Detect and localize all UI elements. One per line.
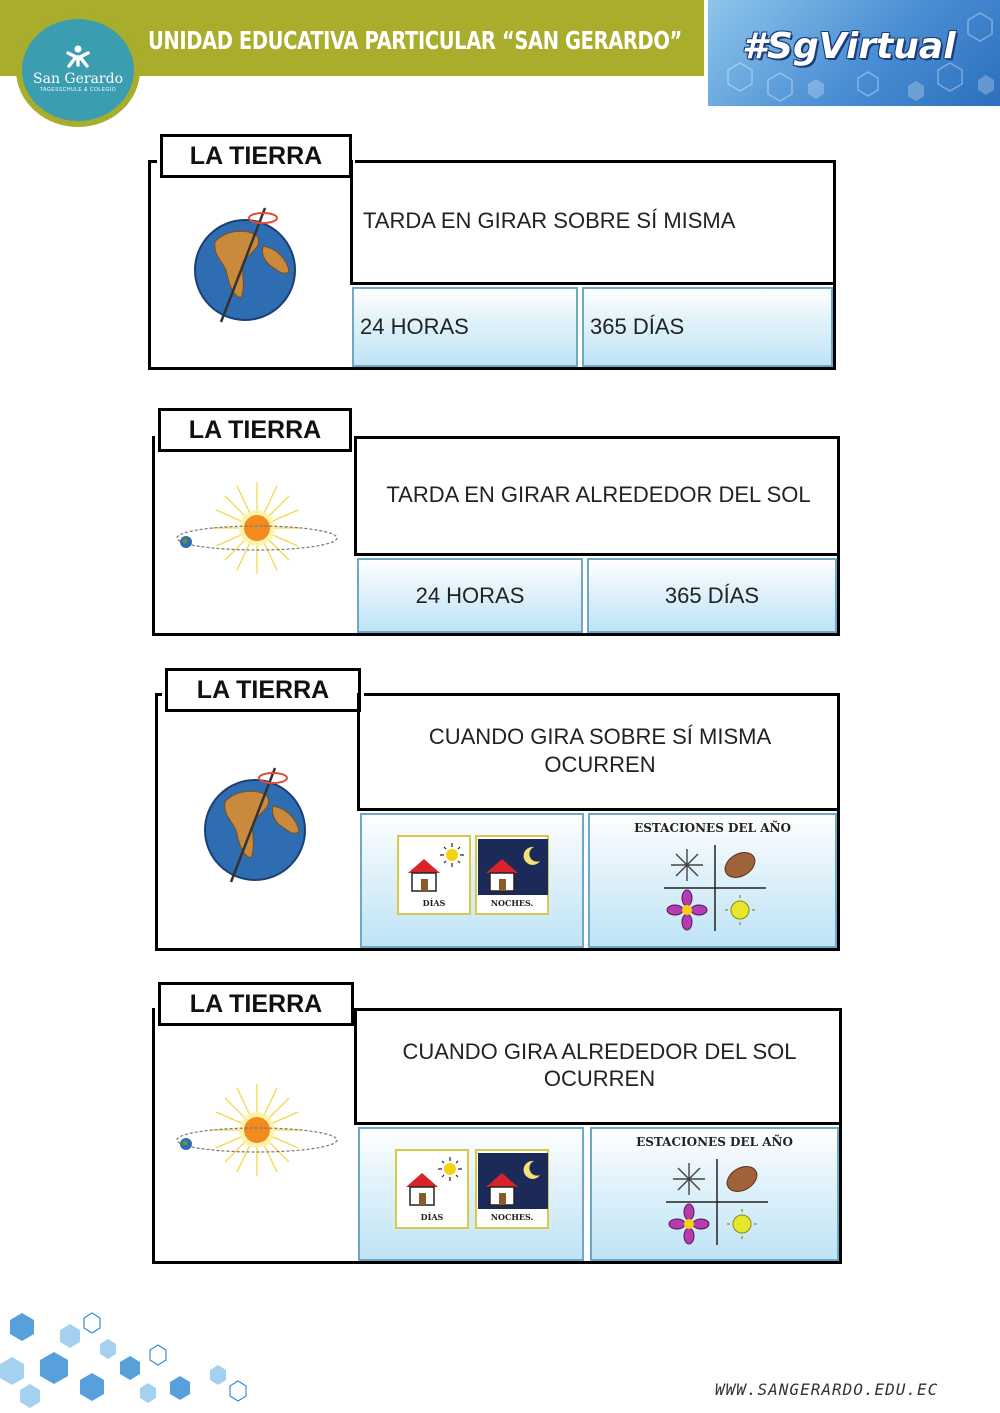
option-seasons[interactable]	[590, 1127, 839, 1261]
website-url[interactable]: WWW.SANGERARDO.EDU.EC	[715, 1380, 939, 1399]
option-seasons[interactable]	[588, 813, 837, 948]
night-label: NOCHES.	[490, 1212, 534, 1222]
earth-orbit-sun-icon	[172, 1082, 342, 1182]
night-picto	[475, 1149, 549, 1229]
logo-mark-icon	[65, 43, 91, 69]
earth-orbit-sun-icon	[172, 480, 342, 580]
spinning-earth-icon	[185, 200, 315, 330]
four-seasons-icon	[664, 1157, 770, 1247]
day-picto	[397, 835, 471, 915]
card-tab: LA TIERRA	[158, 982, 354, 1026]
card-tab: LA TIERRA	[165, 668, 361, 712]
card-tab: LA TIERRA	[158, 408, 352, 452]
question-text: TARDA EN GIRAR ALREDEDOR DEL SOL	[354, 436, 840, 556]
spinning-earth-icon	[195, 760, 325, 890]
question-text: TARDA EN GIRAR SOBRE SÍ MISMA	[350, 160, 836, 285]
option-24-horas[interactable]: 24 HORAS	[352, 287, 578, 367]
day-label: DÍAS	[420, 1212, 444, 1222]
school-title: UNIDAD EDUCATIVA PARTICULAR “SAN GERARDO”	[148, 26, 682, 55]
night-label: NOCHES.	[490, 898, 534, 908]
option-days-nights[interactable]	[360, 813, 584, 948]
seasons-title: ESTACIONES DEL AÑO	[634, 821, 791, 835]
logo-name: San Gerardo	[33, 71, 123, 87]
option-365-dias[interactable]: 365 DÍAS	[582, 287, 833, 367]
logo-subtitle: TAGESSCHULE & COLEGIO	[39, 87, 117, 93]
option-365-dias[interactable]: 365 DÍAS	[587, 558, 837, 633]
school-logo	[16, 13, 140, 127]
day-label: DÍAS	[422, 898, 446, 908]
night-picto	[475, 835, 549, 915]
seasons-title: ESTACIONES DEL AÑO	[636, 1135, 793, 1149]
hashtag-banner	[704, 0, 1000, 106]
option-days-nights[interactable]	[358, 1127, 584, 1261]
question-text: CUANDO GIRA ALREDEDOR DEL SOL OCURREN	[354, 1008, 842, 1125]
day-picto	[395, 1149, 469, 1229]
hexagon-decoration-icon	[0, 1300, 260, 1413]
option-24-horas[interactable]: 24 HORAS	[357, 558, 583, 633]
card-tab: LA TIERRA	[160, 134, 352, 178]
hashtag-text: #SgVirtual	[742, 26, 956, 67]
four-seasons-icon	[662, 843, 768, 933]
question-text: CUANDO GIRA SOBRE SÍ MISMA OCURREN	[357, 693, 840, 811]
